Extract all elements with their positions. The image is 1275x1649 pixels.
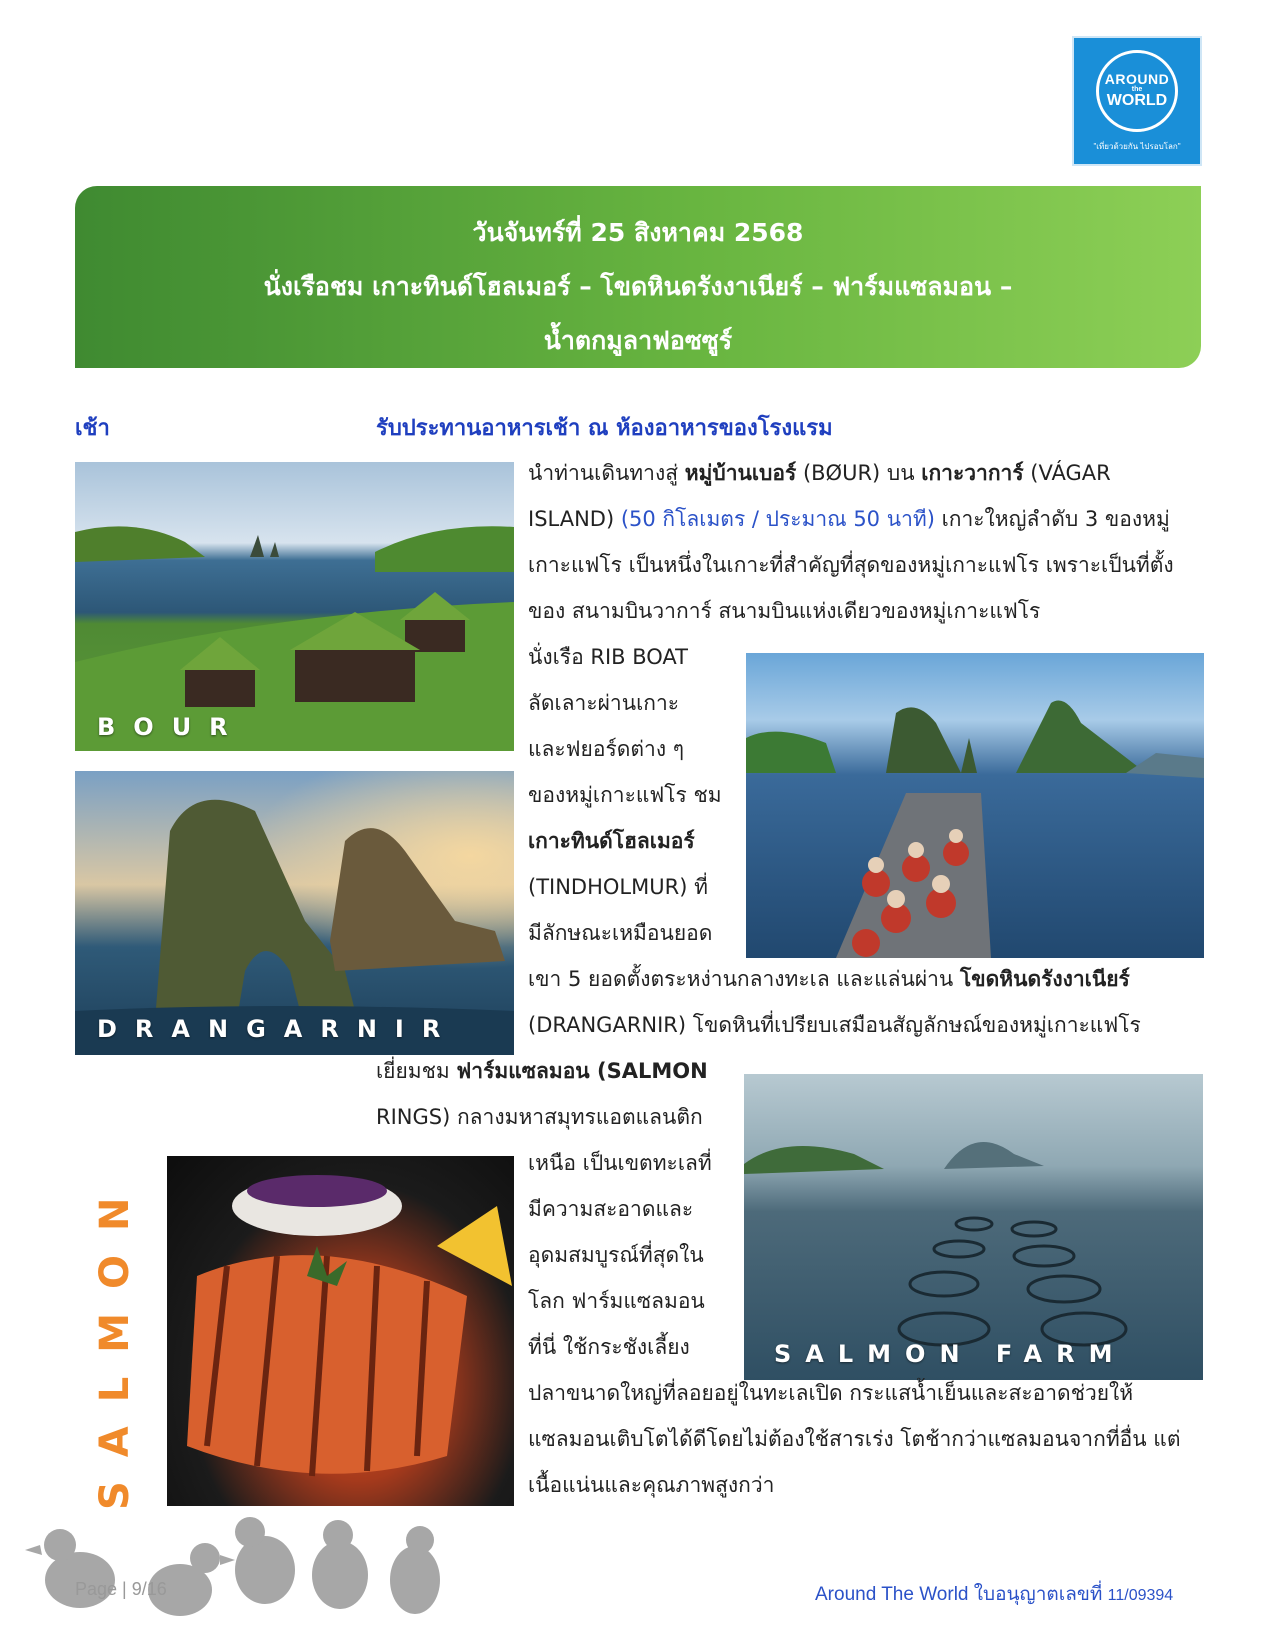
text-line: [376, 1048, 728, 1094]
text-line: ปลาขนาดใหญ่ที่ลอยอยู่ในทะเลเปิด กระแสน้ำเย็นและสะอาดช่วยให้: [528, 1381, 1134, 1405]
text-line: โลก ฟาร์มแซลมอน: [528, 1289, 705, 1313]
text-run: เขา 5 ยอดตั้งตระหง่านกลางทะเล และแล่นผ่าน: [528, 967, 960, 991]
salmon-vertical-label: SALMON: [92, 1173, 138, 1510]
photo-rib-boat: [746, 653, 1204, 958]
text-run: (BØUR) บน: [796, 461, 922, 485]
text-line: อุดมสมบูรณ์ที่สุดใน: [528, 1243, 704, 1267]
paragraph-bour: [528, 450, 1204, 634]
photo-salmon-farm: [744, 1074, 1203, 1380]
text-line: นั่งเรือ RIB BOAT: [528, 645, 688, 669]
day-itinerary-line: นั่งเรือชม เกาะทินด์โฮลเมอร์ – โขดหินดรังงาเนียร์ – ฟาร์มแซลมอน –: [263, 272, 1013, 301]
footer-license-label: ใบอนุญาตเลขที่: [968, 1584, 1108, 1605]
text-run: ที่: [687, 875, 708, 899]
caption-bour: BOUR: [97, 713, 246, 741]
text-line: มีความสะอาดและ: [528, 1197, 694, 1221]
day-date-title: วันจันทร์ที่ 25 สิงหาคม 2568: [472, 218, 804, 247]
text-run: (VÁGAR: [1023, 461, 1111, 485]
page-number: Page | 9/16: [75, 1579, 167, 1599]
paragraph-drangarnir: [528, 956, 1204, 1048]
text-line: ที่นี่ ใช้กระชังเลี้ยง: [528, 1335, 690, 1359]
bour-scene: [75, 462, 514, 751]
drangarnir-scene: [75, 771, 514, 1055]
paragraph-salmon-farm-cont: [528, 1140, 728, 1370]
footer-company: Around The World: [815, 1584, 969, 1605]
puffin-silhouettes-decoration: [20, 1440, 450, 1640]
place-salmon-farm: ฟาร์มแซลมอน (SALMON: [456, 1059, 708, 1083]
logo-tagline: "เที่ยวด้วยกัน ไปรอบโลก": [1093, 141, 1181, 151]
meal-description: รับประทานอาหารเช้า ณ ห้องอาหารของโรงแรม: [376, 416, 833, 441]
day-itinerary-line-2: น้ำตกมูลาฟอซซูร์: [543, 326, 733, 355]
place-tindholmur: เกาะทินด์โฮลเมอร์: [528, 829, 695, 853]
text-line: [528, 818, 728, 864]
rib-boat-scene: [746, 653, 1204, 958]
salmon-farm-scene: [744, 1074, 1203, 1380]
text-line: [376, 1094, 728, 1140]
logo-text-around: AROUND: [1104, 71, 1170, 87]
text-line: ของหมู่เกาะแฟโร ชม: [528, 783, 722, 807]
footer-license: [815, 1579, 1173, 1609]
paragraph-rib-boat: [528, 634, 728, 956]
paragraph-salmon-quality: [528, 1370, 1204, 1508]
text-line: แซลมอนเติบโตได้ดีโดยไม่ต้องใช้สารเร่ง โตช้ากว่าแซลมอนจากที่อื่น แต่: [528, 1427, 1181, 1451]
logo-text-the: the: [1131, 86, 1143, 93]
text-line: เนื้อแน่นและคุณภาพสูงกว่า: [528, 1473, 775, 1497]
text-run: ISLAND): [528, 507, 621, 531]
text-line: และฟยอร์ดต่าง ๆ: [528, 737, 685, 761]
day-header-banner: [75, 186, 1201, 368]
text-line: มีลักษณะเหมือนยอด: [528, 921, 713, 945]
text-run: (TINDHOLMUR): [528, 875, 688, 899]
text-run: กลางมหาสมุทรแอตแลนติก: [450, 1105, 703, 1129]
text-line: ของ สนามบินวาการ์ สนามบินแห่งเดียวของหมู่เกาะแฟโร: [528, 599, 1041, 623]
text-run: RINGS): [376, 1105, 451, 1129]
footer-license-number: 11/09394: [1107, 1587, 1174, 1604]
text-line: เหนือ เป็นเขตทะเลที่: [528, 1151, 712, 1175]
text-run: เยี่ยมชม: [376, 1059, 457, 1083]
company-logo: [1072, 36, 1202, 166]
paragraph-salmon-farm: [376, 1048, 728, 1140]
place-drangarnir: โขดหินดรังงาเนียร์: [959, 967, 1130, 991]
meal-label: เช้า: [75, 416, 110, 441]
globe-icon: [1096, 50, 1178, 132]
photo-bour-village: [75, 462, 514, 751]
text-line: [528, 450, 1204, 496]
caption-drangarnir: DRANGARNIR: [97, 1015, 459, 1043]
place-bour: หมู่บ้านเบอร์: [684, 461, 797, 485]
distance-note: (50 กิโลเมตร / ประมาณ 50 นาที): [620, 507, 935, 531]
text-line: เกาะแฟโร เป็นหนึ่งในเกาะที่สำคัญที่สุดของหมู่เกาะแฟโร เพราะเป็นที่ตั้ง: [528, 553, 1174, 577]
logo-text-world: WORLD: [1106, 92, 1168, 109]
text-line: (DRANGARNIR) โขดหินที่เปรียบเสมือนสัญลักษณ์ของหมู่เกาะแฟโร: [528, 1013, 1141, 1037]
text-run: นำท่านเดินทางสู่: [528, 461, 685, 485]
text-line: ลัดเลาะผ่านเกาะ: [528, 691, 680, 715]
caption-salmon-farm: SALMON FARM: [774, 1340, 1127, 1368]
text-line: [528, 956, 1204, 1002]
place-vagar: เกาะวาการ์: [921, 461, 1024, 485]
text-line: [528, 864, 728, 910]
text-line: [528, 496, 1204, 542]
photo-drangarnir: [75, 771, 514, 1055]
text-run: เกาะใหญ่ลำดับ 3 ของหมู่: [934, 507, 1170, 531]
